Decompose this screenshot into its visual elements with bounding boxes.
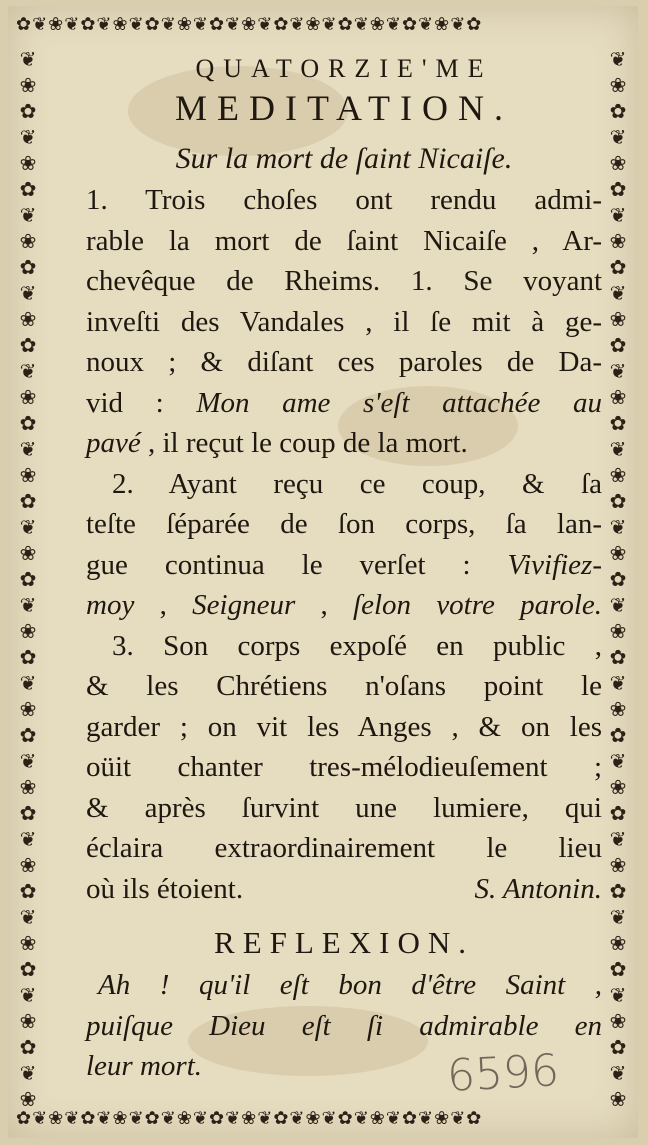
text-segment: , bbox=[134, 589, 193, 621]
text-line: & les Chrétiens n'oſans point le bbox=[86, 670, 602, 702]
text-line bbox=[86, 869, 602, 910]
reflexion-line: puiſque Dieu eſt ſi admirable en bbox=[86, 1009, 602, 1042]
text-line: teſte ſéparée de ſon corps, ſa lan- bbox=[86, 508, 602, 540]
text-segment: vid : bbox=[86, 386, 197, 419]
text-line: 3. Son corps expoſé en public , bbox=[112, 629, 602, 662]
text-segment: où ils étoient. bbox=[86, 872, 244, 905]
text-line: chevêque de Rheims. 1. Se voyant bbox=[86, 265, 602, 297]
text-line bbox=[86, 545, 602, 586]
italic-quote: Mon ame s'eſt attachée au bbox=[196, 386, 602, 419]
text-line bbox=[86, 383, 602, 424]
reflexion-line: Ah ! qu'il eſt bon d'être Saint , bbox=[98, 969, 602, 1001]
reflexion-title: REFLEXION. bbox=[214, 925, 474, 960]
italic-quote: pavé bbox=[86, 427, 141, 459]
text-line: oüit chanter tres-mélodieuſement ; bbox=[86, 751, 602, 783]
attribution: S. Antonin. bbox=[474, 872, 602, 905]
ornament-border-bottom: ✿❦❀❦✿❦❀❦✿❦❀❦✿❦❀❦✿❦❀❦✿❦❀❦✿❦❀❦✿ bbox=[16, 1108, 483, 1129]
text-line: garder ; on vit les Anges , & on les bbox=[86, 710, 602, 743]
subtitle: Sur la mort de ſaint Nicaiſe. bbox=[175, 142, 513, 175]
text-line: noux ; & diſant ces paroles de Da- bbox=[86, 346, 602, 378]
text-segment: , bbox=[295, 589, 354, 621]
italic-quote: moy bbox=[86, 589, 135, 621]
text-line: inveſti des Vandales , il ſe mit à ge- bbox=[86, 305, 602, 338]
text-segment: gue continua le verſet : bbox=[86, 548, 508, 581]
meditation-text bbox=[86, 52, 602, 1087]
text-segment: , il reçut le coup de la mort. bbox=[140, 427, 468, 459]
ornament-border-left: ❦❀✿❦❀✿❦❀✿❦❀✿❦❀✿❦❀✿❦❀✿❦❀✿❦❀✿❦❀✿❦❀✿❦❀✿❦❀✿❦❀ bbox=[19, 47, 37, 1106]
heading-title: MEDITATION. bbox=[174, 88, 514, 128]
italic-quote: Seigneur bbox=[192, 589, 296, 621]
heading-ordinal: QUATORZIE'ME bbox=[195, 54, 493, 83]
text-line bbox=[86, 585, 602, 626]
text-line: 2. Ayant reçu ce coup, & ſa bbox=[112, 467, 602, 500]
ornament-border-right: ❦❀✿❦❀✿❦❀✿❦❀✿❦❀✿❦❀✿❦❀✿❦❀✿❦❀✿❦❀✿❦❀✿❦❀✿❦❀✿❦❀ bbox=[609, 47, 627, 1106]
text-line: éclaira extraordinairement le lieu bbox=[86, 832, 602, 864]
ornament-border-top: ✿❦❀❦✿❦❀❦✿❦❀❦✿❦❀❦✿❦❀❦✿❦❀❦✿❦❀❦✿ bbox=[16, 14, 483, 35]
italic-quote: Vivifiez- bbox=[507, 548, 602, 581]
text-line: & après ſurvint une lumiere, qui bbox=[86, 791, 602, 824]
italic-quote: ſelon votre parole. bbox=[353, 589, 602, 621]
text-line: 1. Trois choſes ont rendu admi- bbox=[86, 184, 602, 216]
handwritten-number: 6596 bbox=[445, 1045, 561, 1102]
text-line: rable la mort de ſaint Nicaiſe , Ar- bbox=[86, 224, 602, 257]
reflexion-line: leur mort. bbox=[86, 1050, 202, 1082]
text-line bbox=[86, 423, 602, 464]
